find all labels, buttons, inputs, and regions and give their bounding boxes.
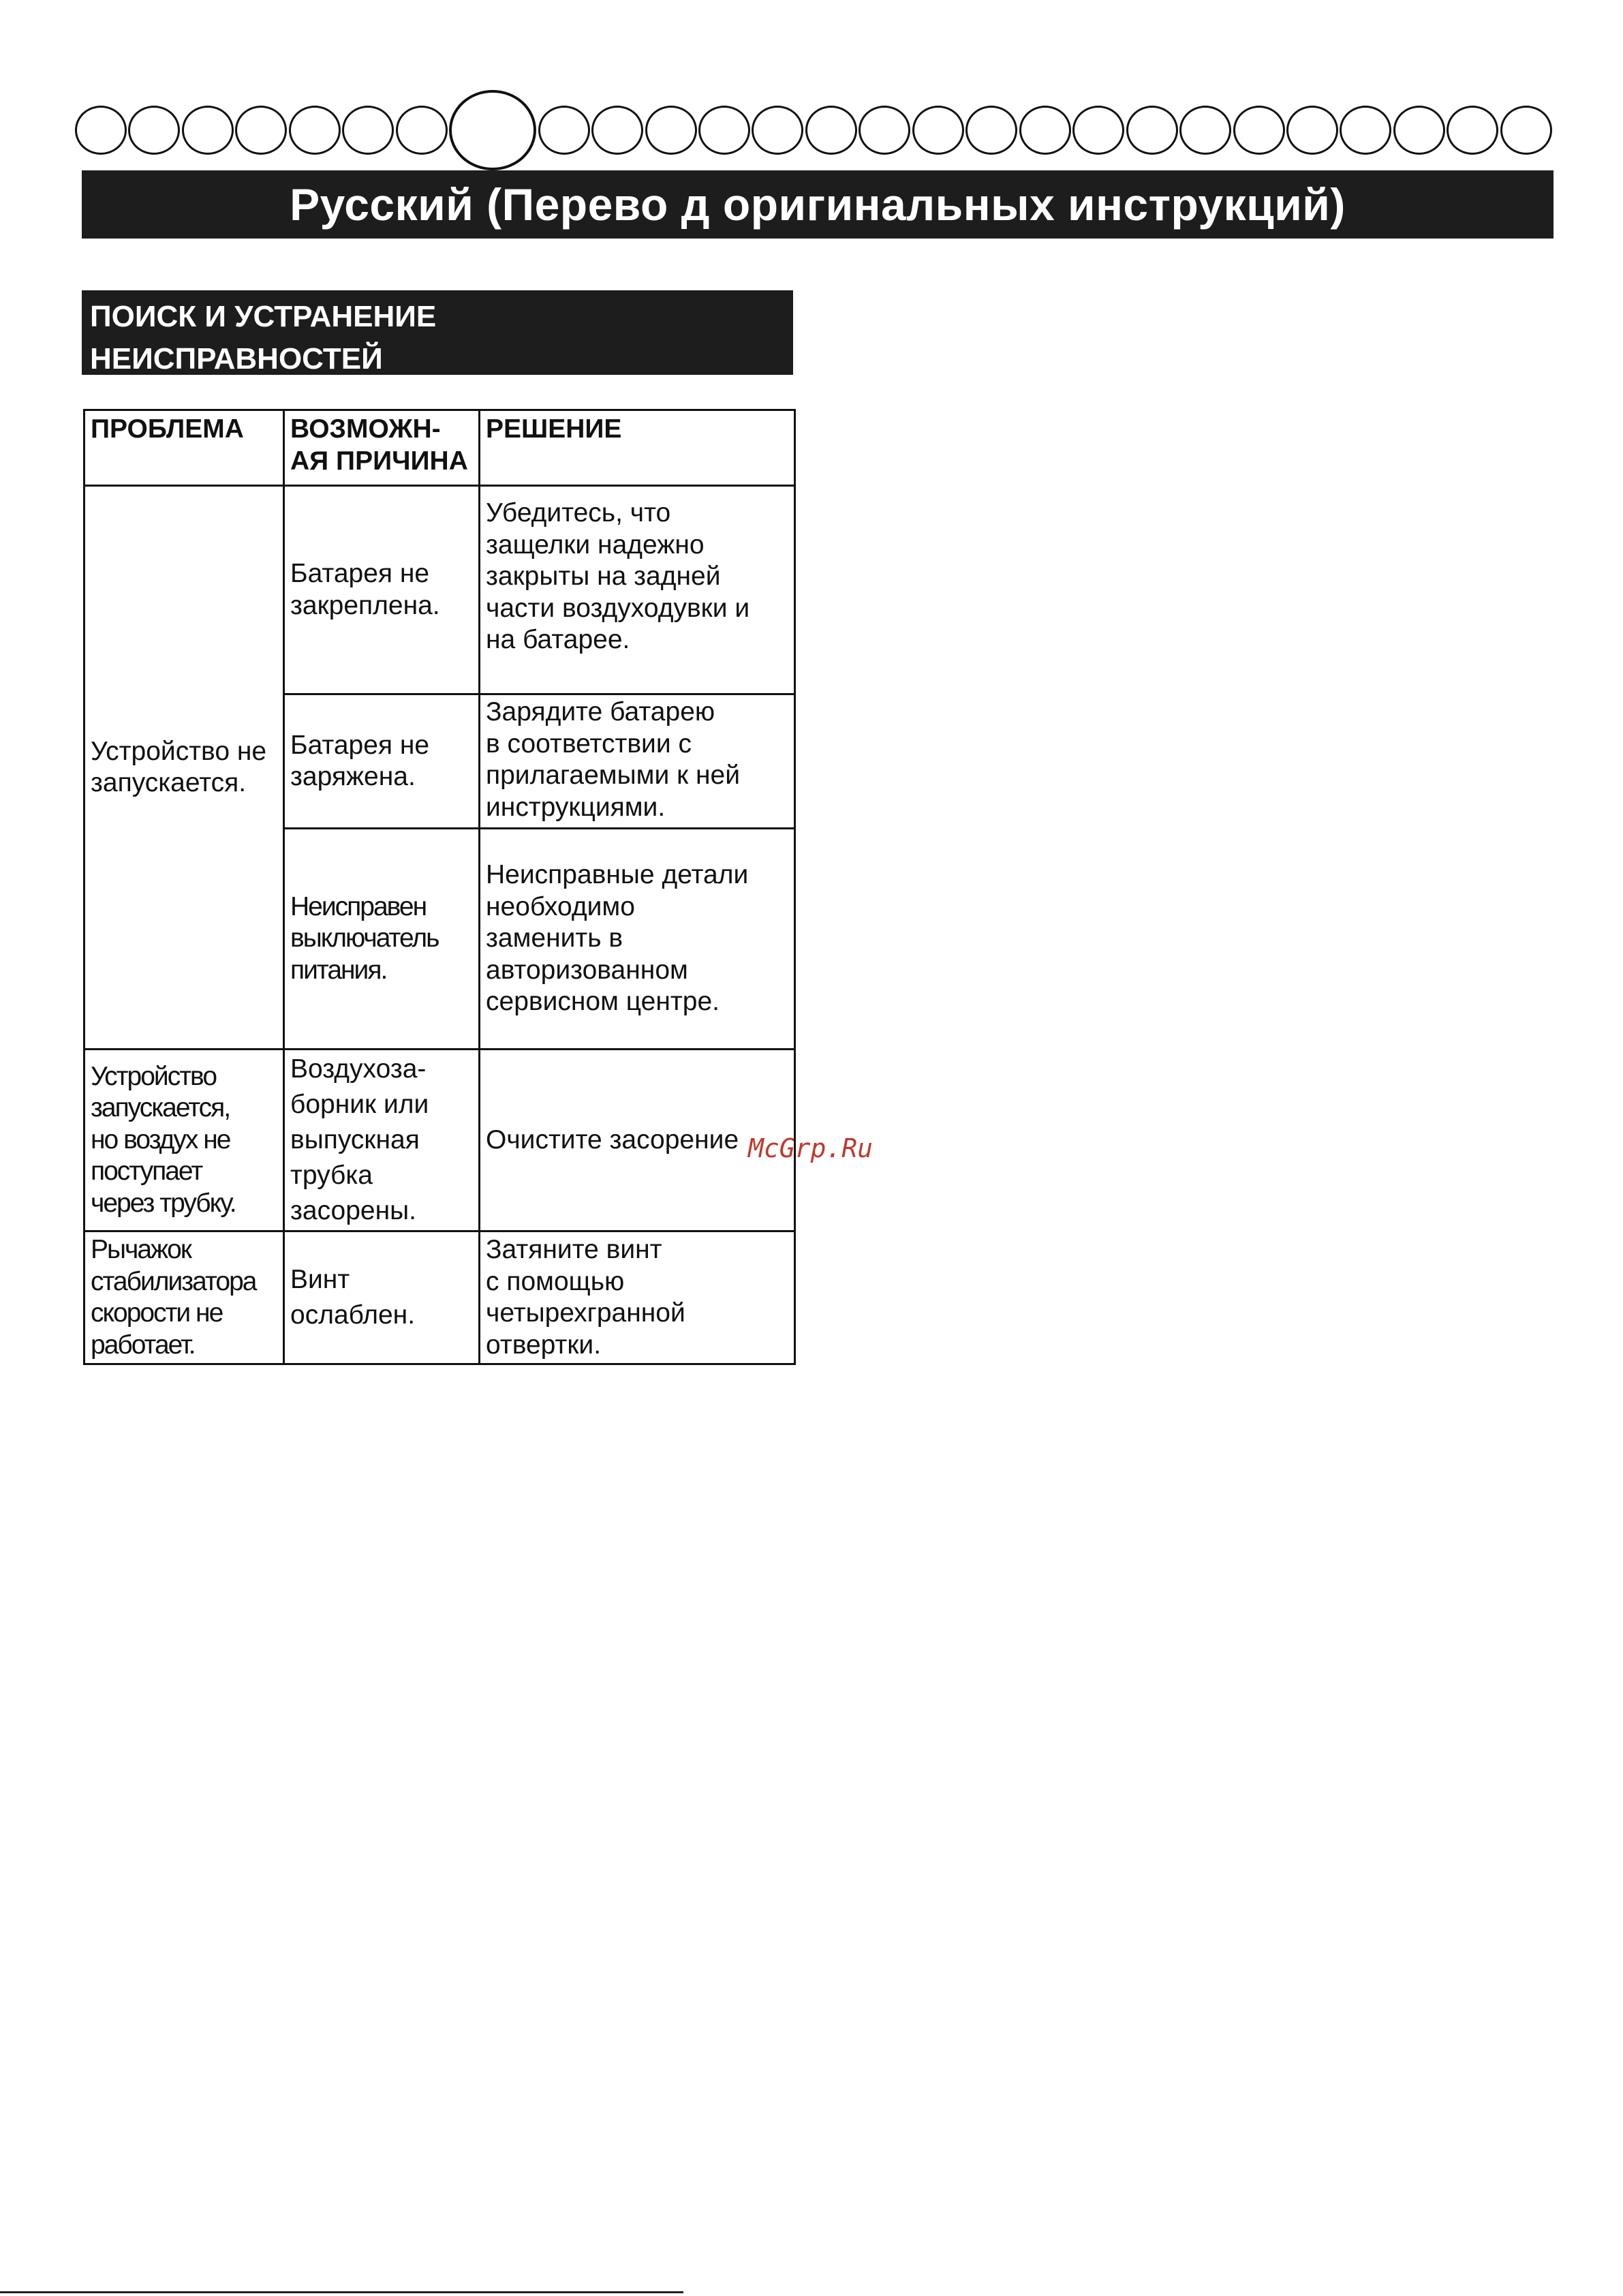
cell-line: Затяните винт [486, 1235, 662, 1264]
watermark-text: McGrp.Ru [748, 1133, 874, 1163]
section-heading-line2: НЕИСПРАВНОСТЕЙ [90, 342, 383, 376]
solution-cell [480, 829, 795, 1050]
page-index-circle [235, 106, 287, 155]
cell-line: работает. [91, 1330, 195, 1360]
page-index-circle [1233, 106, 1285, 155]
cell-line: стабилизатора [91, 1266, 256, 1296]
cell-line: инструкциями. [486, 792, 666, 822]
cell-line: Батарея не [290, 730, 430, 760]
cell-line: сервисном центре. [486, 987, 720, 1017]
cell-line: Неисправен [290, 891, 427, 921]
cell-line: запускается. [91, 768, 247, 797]
problem-cell [84, 1231, 284, 1364]
page-index-circle [1340, 106, 1391, 155]
page-title: Русский (Перево д оригинальных инструкций) [290, 179, 1346, 230]
page-index-circle [912, 106, 964, 155]
page-index-circle [698, 106, 750, 155]
cell-line: Винт [290, 1265, 350, 1294]
cause-cell [284, 829, 480, 1050]
page-index-circle [75, 106, 127, 155]
table-row [84, 1231, 795, 1364]
page-index-circle [1286, 106, 1338, 155]
cell-line: Очистите засорение [486, 1124, 739, 1154]
page-index-circles [75, 97, 1552, 164]
page-index-circle [645, 106, 697, 155]
page-index-circle [538, 106, 590, 155]
cell-line: закреплена. [290, 590, 440, 620]
cell-line: поступает [91, 1157, 202, 1187]
section-heading [82, 290, 793, 375]
cause-cell [284, 1050, 480, 1231]
page-index-circle [128, 106, 180, 155]
cell-line: Воздухоза- [290, 1054, 427, 1084]
cell-line: запускается, [91, 1093, 230, 1123]
header-solution: РЕШЕНИЕ [480, 410, 795, 486]
cell-line: питания. [290, 955, 387, 985]
cell-line: но воздух не [91, 1124, 230, 1154]
cell-line: выпускная [290, 1125, 420, 1154]
bottom-divider [0, 2291, 683, 2293]
page-index-circle [289, 106, 341, 155]
cell-line: Неисправные детали [486, 860, 749, 890]
cell-line: Устройство [91, 1061, 217, 1091]
troubleshooting-table [83, 409, 796, 1365]
page-index-circle [1500, 106, 1552, 155]
cell-line: скорости не [91, 1298, 223, 1328]
cell-line: части воздуходувки и [486, 593, 750, 623]
table-row [84, 1050, 795, 1231]
page-index-circle [396, 106, 448, 155]
cell-line: закрыты на задней [486, 562, 721, 591]
cell-line: защелки надежно [486, 530, 705, 560]
header-problem: ПРОБЛЕМА [84, 410, 284, 486]
cell-line: необходимо [486, 891, 635, 921]
page-index-circle [591, 106, 643, 155]
cell-line: Батарея не [290, 559, 430, 588]
page-index-circle [965, 106, 1017, 155]
page-index-circle [1179, 106, 1231, 155]
page-index-circle [805, 106, 857, 155]
section-heading-line1: ПОИСК И УСТРАНЕНИЕ [90, 300, 437, 333]
page-index-circle [342, 106, 394, 155]
page-index-circle [1072, 106, 1124, 155]
page-index-circle [1126, 106, 1178, 155]
cell-line: в соответствии с [486, 729, 692, 759]
cell-line: выключатель [290, 923, 439, 953]
cell-line: Зарядите батарею [486, 697, 715, 726]
cell-line: четырехгранной [486, 1298, 685, 1328]
cell-line: заменить в [486, 923, 623, 953]
cell-line: засорены. [290, 1196, 416, 1225]
cell-line: с помощью [486, 1266, 625, 1296]
solution-cell [480, 694, 795, 829]
cause-cell [284, 486, 480, 694]
cell-line: ослаблен. [290, 1300, 416, 1330]
table-header-row [84, 410, 795, 486]
cause-cell [284, 1231, 480, 1364]
cell-line: борник или [290, 1090, 429, 1119]
solution-cell [480, 486, 795, 694]
cell-line: Рычажок [91, 1235, 191, 1264]
cell-line: через трубку. [91, 1188, 236, 1218]
cause-cell [284, 694, 480, 829]
cell-line: прилагаемыми к ней [486, 761, 740, 790]
cell-line: Убедитесь, что [486, 498, 671, 527]
cell-line: заряжена. [290, 762, 416, 791]
page-index-circle [1447, 106, 1498, 155]
cell-line: Устройство не [91, 736, 267, 766]
header-cause: ВОЗМОЖН- АЯ ПРИЧИНА [284, 410, 480, 486]
cell-line: на батарее. [486, 625, 630, 654]
language-banner [82, 170, 1554, 239]
cell-line: авторизованном [486, 955, 688, 985]
page-index-circle [859, 106, 910, 155]
problem-cell [84, 486, 284, 1050]
solution-cell [480, 1231, 795, 1364]
table-row [84, 486, 795, 694]
cell-line: трубка [290, 1161, 373, 1190]
problem-cell [84, 1050, 284, 1231]
page-index-circle [1393, 106, 1445, 155]
page-index-circle-current [449, 90, 536, 170]
page-index-circle [752, 106, 803, 155]
page-index-circle [182, 106, 234, 155]
page-index-circle [1019, 106, 1071, 155]
cell-line: отвертки. [486, 1330, 602, 1360]
